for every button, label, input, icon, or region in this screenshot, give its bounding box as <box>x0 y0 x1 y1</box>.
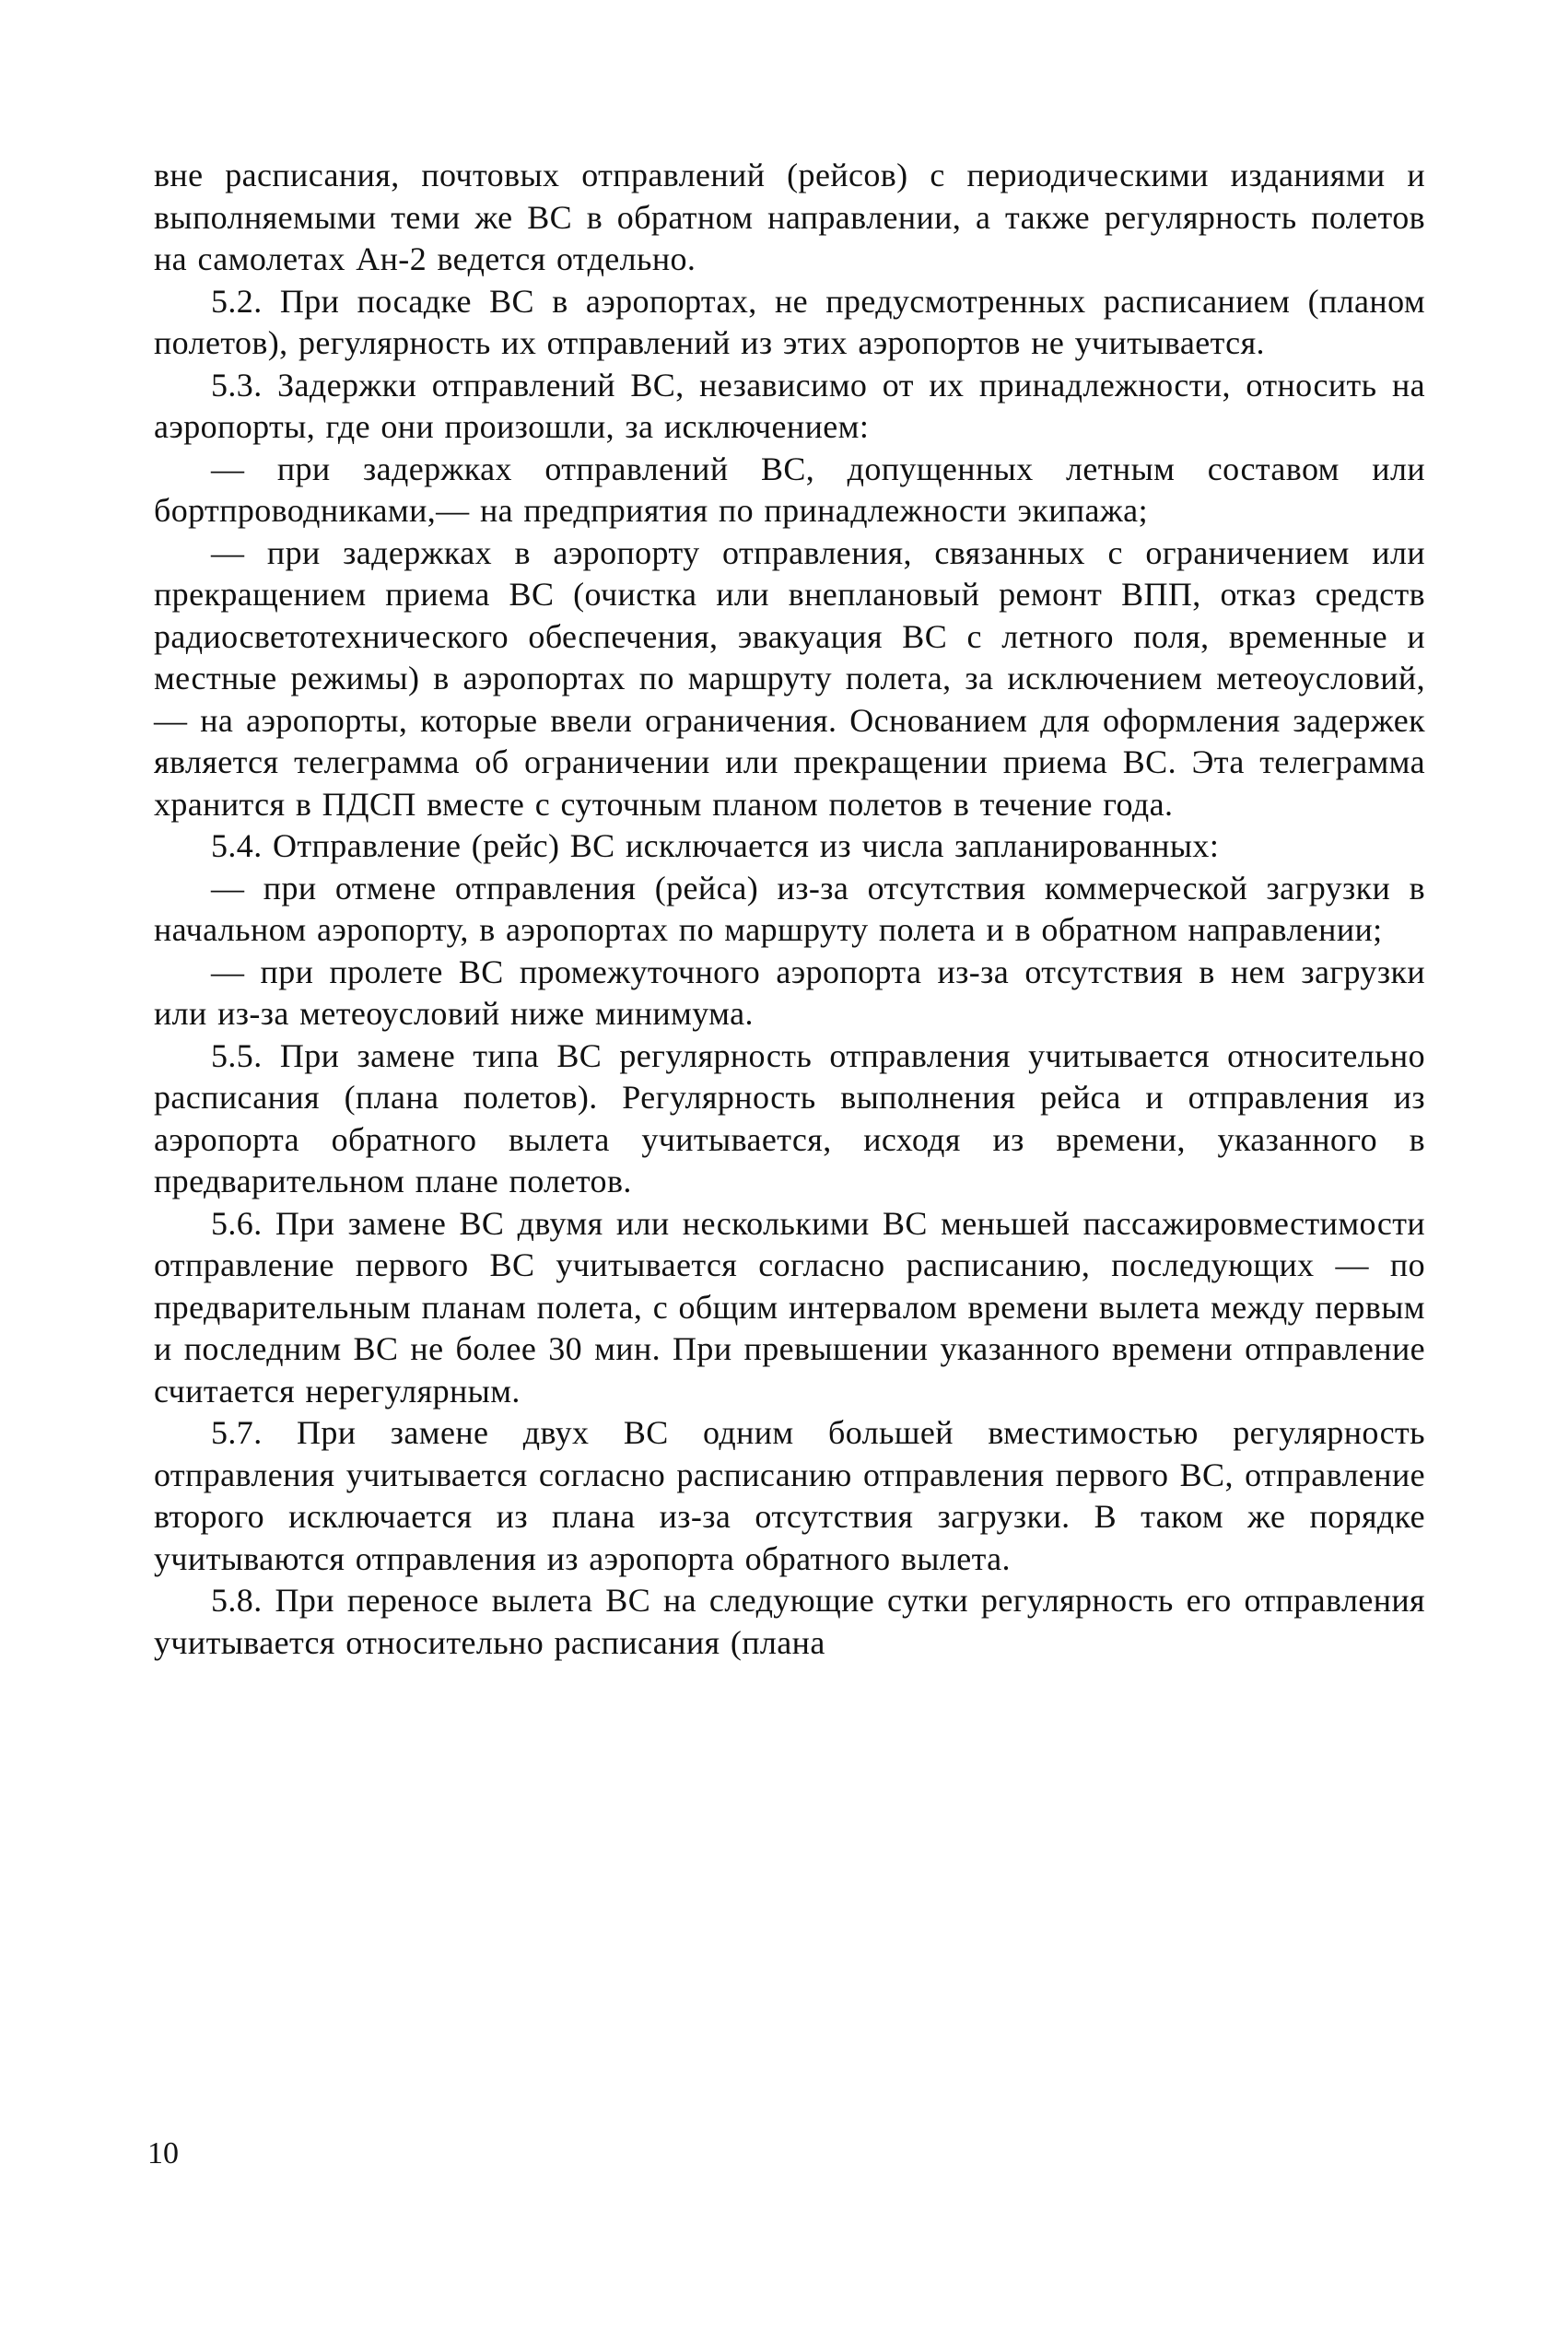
paragraph-5-7: 5.7. При замене двух ВС одним большей вместимостью регулярность отправления учитывается согласно расписанию отправления первого ВС, отправление второго исключается из плана из-за отсутствия загрузки. В таком же порядке учитываются отправления из аэропорта обратного вылета. <box>154 1414 1425 1577</box>
list-item-crew-delay: — при задержках отправлений ВС, допущенных летным составом или бортпроводниками,— на предприятия по принадлежности экипажа; <box>154 450 1425 529</box>
paragraph-5-8: 5.8. При переносе вылета ВС на следующие сутки регулярность его отправления учитывается относительно расписания (плана <box>154 1582 1425 1661</box>
paragraph-5-5: 5.5. При замене типа ВС регулярность отправления учитывается относительно расписания (плана полетов). Регулярность выполнения рейса и отправления из аэропорта обратного вылета учитывается, исходя из времени, указанного в предварительном плане полетов. <box>154 1036 1425 1199</box>
paragraph-5-2: 5.2. При посадке ВС в аэропортах, не предусмотренных расписанием (планом полетов), регулярность их отправлений из этих аэропортов не учитывается. <box>154 282 1425 361</box>
list-item-airport-restriction: — при задержках в аэропорту отправления, связанных с ограничением или прекращением приема ВС (очистка или внеплановый ремонт ВПП, отказ средств радиосветотехнического обеспечения, эвакуация ВС с летного поля, временные и местные режимы) в аэропортах по маршруту полета, за исключением метеоусловий,— на аэропорты, которые ввели ограничения. Основанием для оформления задержек является телеграмма об ограничении или прекращении приема ВС. Эта телеграмма хранится в ПДСП вместе с суточным планом полетов в течение года. <box>154 533 1425 823</box>
paragraph-continuation: вне расписания, почтовых отправлений (рейсов) с периодическими изданиями и выполняемыми теми же ВС в обратном направлении, а также регулярность полетов на самолетах Ан-2 ведется отдельно. <box>154 157 1425 277</box>
page-number: 10 <box>147 2136 179 2170</box>
list-item-overflight: — при пролете ВС промежуточного аэропорта из-за отсутствия в нем загрузки или из-за метеоусловий ниже минимума. <box>154 953 1425 1032</box>
paragraph-5-6: 5.6. При замене ВС двумя или несколькими ВС меньшей пассажировместимости отправление первого ВС учитывается согласно расписанию, последующих — по предварительным планам полета, с общим интервалом времени вылета между первым и последним ВС не более 30 мин. При превышении указанного времени отправление считается нерегулярным. <box>154 1204 1425 1410</box>
paragraph-5-4: 5.4. Отправление (рейс) ВС исключается из числа запланированных: <box>211 827 1220 864</box>
paragraph-5-3: 5.3. Задержки отправлений ВС, независимо от их принадлежности, относить на аэропорты, где они произошли, за исключением: <box>154 366 1425 445</box>
list-item-cancellation: — при отмене отправления (рейса) из-за отсутствия коммерческой загрузки в начальном аэропорту, в аэропортах по маршруту полета и в обратном направлении; <box>154 869 1425 948</box>
body-text <box>154 155 1425 1664</box>
